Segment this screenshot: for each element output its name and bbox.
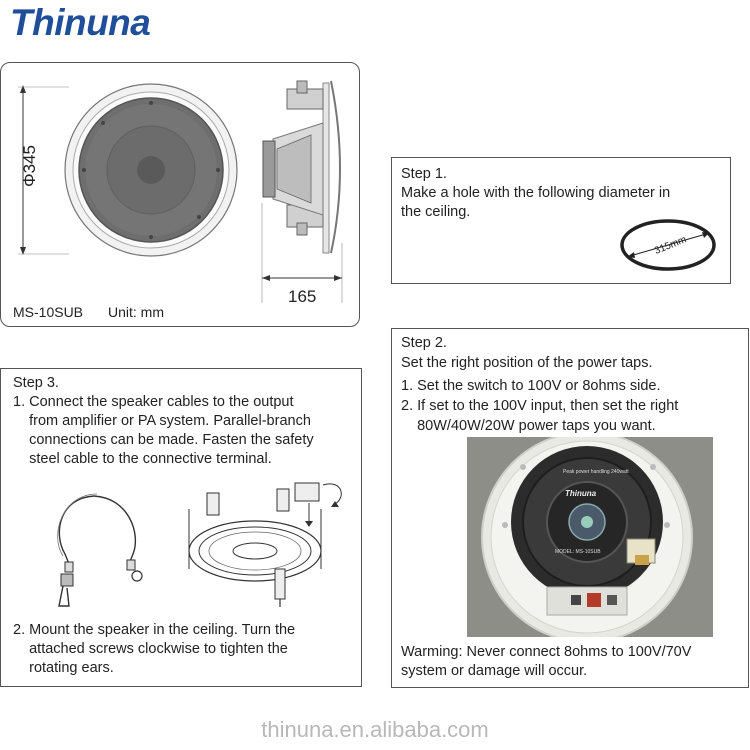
- warning-line: system or damage will occur.: [401, 663, 588, 679]
- step3-line: rotating ears.: [13, 660, 114, 676]
- photo-peak-label: Peak power handling 240watt: [563, 469, 629, 475]
- step3-title: Step 3.: [13, 375, 59, 391]
- step2-line: 1. Set the switch to 100V or 8ohms side.: [401, 378, 661, 394]
- step3-line: 2. Mount the speaker in the ceiling. Turn the: [13, 622, 296, 638]
- step1-line: Make a hole with the following diameter in: [401, 185, 671, 201]
- step3-line: attached screws clockwise to tighten the: [13, 641, 288, 657]
- step3-line: from amplifier or PA system. Parallel-branch: [13, 413, 311, 429]
- depth-label: 165: [288, 287, 317, 306]
- footer-website: thinuna.en.alibaba.com: [261, 717, 489, 742]
- diameter-label: Φ345: [20, 145, 39, 187]
- step3-panel: [0, 368, 362, 687]
- step3-line: 1. Connect the speaker cables to the output: [13, 394, 294, 410]
- brand-logo: Thinuna: [10, 2, 151, 43]
- step3-line: steel cable to the connective terminal.: [13, 451, 272, 467]
- ceiling-mount-drawing: [183, 479, 353, 609]
- photo-model-label: MODEL: MS-10SUB: [555, 549, 601, 555]
- photo-brand-label: Thinuna: [565, 489, 597, 498]
- step3-line: connections can be made. Fasten the safety: [13, 432, 314, 448]
- warning-line: Warming: Never connect 8ohms to 100V/70V: [401, 644, 692, 660]
- step2-line: Set the right position of the power taps.: [401, 355, 653, 371]
- step2-title: Step 2.: [401, 335, 447, 351]
- step1-panel: [391, 157, 731, 284]
- unit-label: Unit: mm: [108, 304, 164, 320]
- speaker-photo: [467, 437, 713, 637]
- step1-line: the ceiling.: [401, 204, 471, 220]
- safety-cable-drawing: [39, 484, 149, 614]
- step2-line: 2. If set to the 100V input, then set the right: [401, 398, 679, 414]
- step1-title: Step 1.: [401, 166, 447, 182]
- hole-size-label: 315mm: [653, 234, 689, 257]
- dimension-panel: [0, 62, 360, 327]
- speaker-photo-drawing: [467, 437, 713, 637]
- model-label: MS-10SUB: [13, 304, 84, 320]
- step2-line: 80W/40W/20W power taps you want.: [401, 418, 656, 434]
